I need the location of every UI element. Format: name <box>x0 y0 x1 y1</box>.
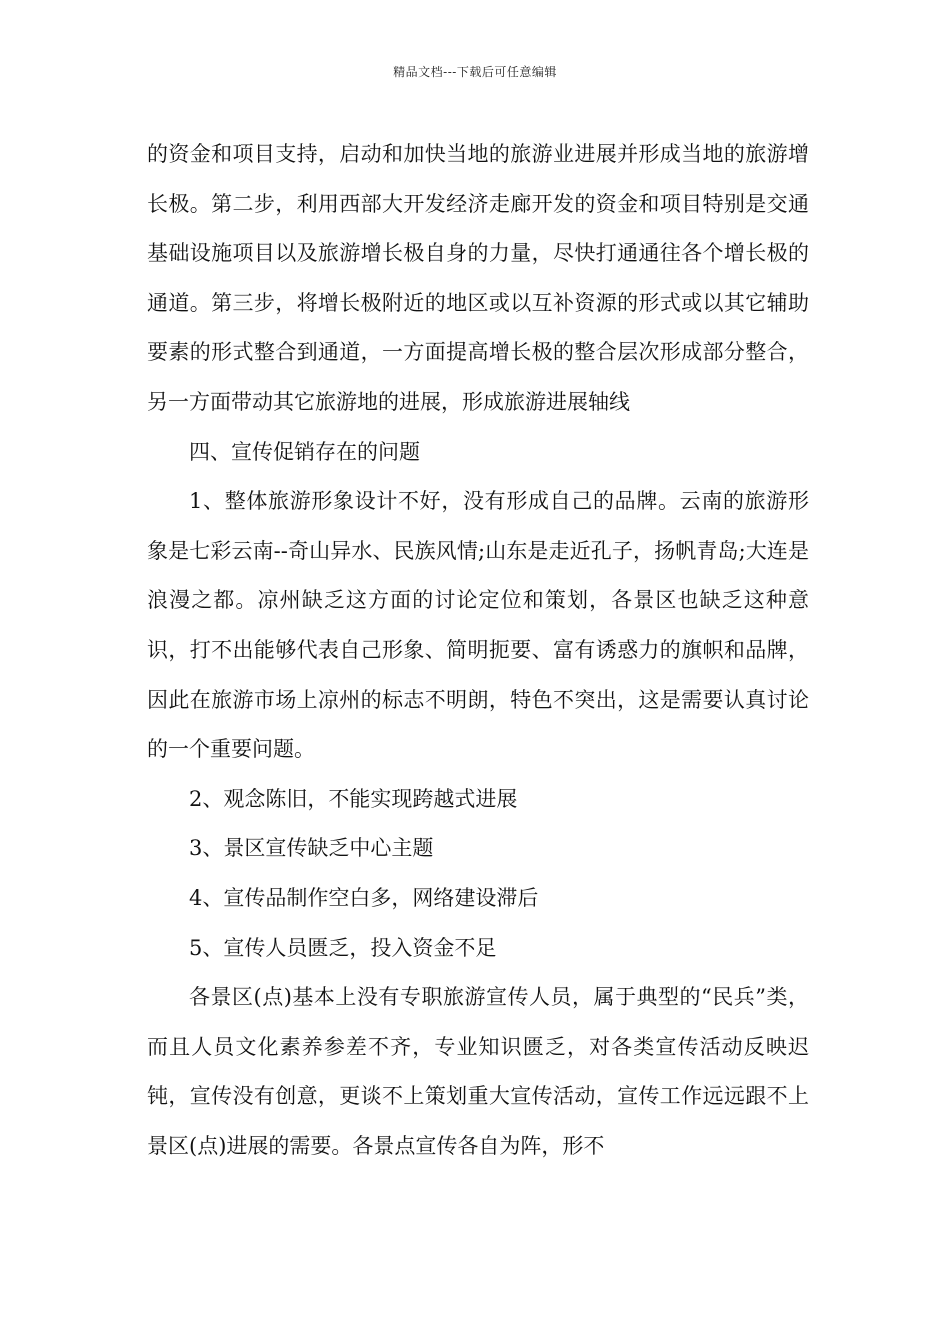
document-body <box>147 130 809 1171</box>
section-heading: 四、宣传促销存在的问题 <box>189 439 420 464</box>
paragraph-item-5: 5、宣传人员匮乏，投入资金不足 <box>189 935 497 960</box>
paragraph-staff-detail: 各景区(点)基本上没有专职旅游宣传人员，属于典型的“民兵”类，而且人员文化素养参差不齐，专业知识匮乏，对各类宣传活动反映迟钝，宣传没有创意，更谈不上策划重大宣传活动，宣传工作远远跟不上景区(点)进展的需要。各景点宣传各自为阵，形不 <box>147 985 809 1158</box>
paragraph-item-3: 3、景区宣传缺乏中心主题 <box>189 836 434 861</box>
paragraph-continuation: 的资金和项目支持，启动和加快当地的旅游业进展并形成当地的旅游增长极。第二步，利用西部大开发经济走廊开发的资金和项目特别是交通基础设施项目以及旅游增长极自身的力量，尽快打通通往各个增长极的通道。第三步，将增长极附近的地区或以互补资源的形式或以其它辅助要素的形式整合到通道，一方面提高增长极的整合层次形成部分整合，另一方面带动其它旅游地的进展，形成旅游进展轴线 <box>147 142 809 414</box>
page-header: 精品文档---下载后可任意编辑 <box>393 65 557 79</box>
paragraph-item-2: 2、观念陈旧，不能实现跨越式进展 <box>189 786 518 811</box>
paragraph-item-1: 1、整体旅游形象设计不好，没有形成自己的品牌。云南的旅游形象是七彩云南--奇山异水、民族风情;山东是走近孔子，扬帆青岛;大连是浪漫之都。凉州缺乏这方面的讨论定位和策划，各景区也缺乏这种意识，打不出能够代表自己形象、简明扼要、富有诱惑力的旗帜和品牌，因此在旅游市场上凉州的标志不明朗，特色不突出，这是需要认真讨论的一个重要问题。 <box>147 489 809 762</box>
paragraph-item-4: 4、宣传品制作空白多，网络建设滞后 <box>189 885 539 910</box>
